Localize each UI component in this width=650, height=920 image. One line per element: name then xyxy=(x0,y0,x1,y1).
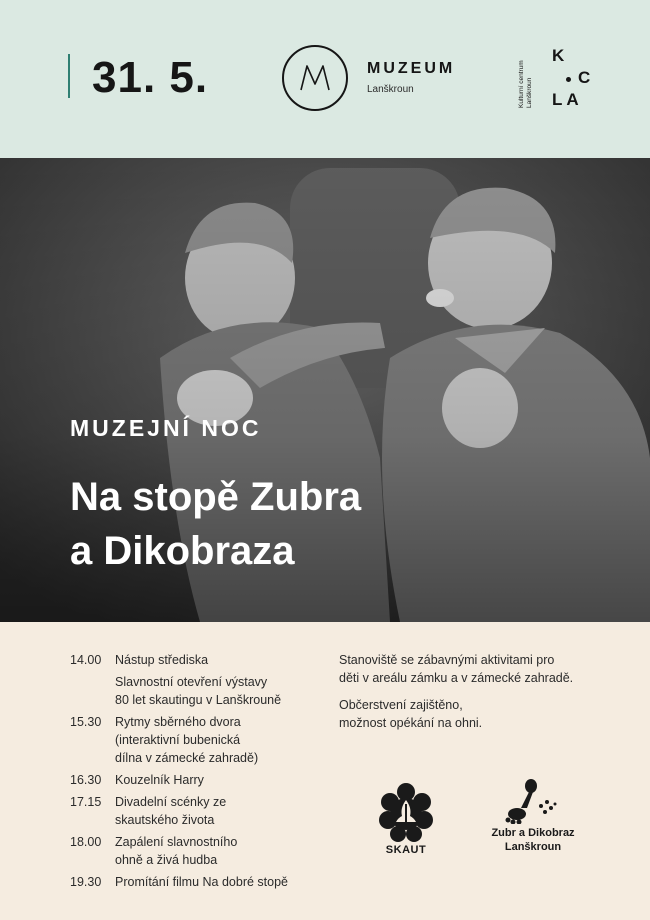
schedule-desc-line: dílna v zámecké zahradě) xyxy=(115,751,259,765)
kcla-side-text xyxy=(518,38,534,108)
schedule-time: 18.00 xyxy=(70,835,102,849)
schedule-desc xyxy=(115,873,320,891)
info-line: Občerstvení zajištěno, xyxy=(339,698,463,712)
event-title xyxy=(70,470,590,578)
info-line: možnost opékání na ohni. xyxy=(339,716,483,730)
zubr-dikobraz-label xyxy=(472,826,594,854)
event-title-line: Na stopě Zubra xyxy=(70,475,362,519)
kcla-letter-k: K xyxy=(552,46,565,65)
muzeum-logo-icon xyxy=(281,44,349,112)
event-title-line: a Dikobraza xyxy=(70,529,295,573)
schedule-desc-line: Kouzelník Harry xyxy=(115,773,204,787)
header-band xyxy=(0,0,650,158)
schedule-time: 16.30 xyxy=(70,773,102,787)
schedule-desc xyxy=(115,713,320,767)
zubr-label-line: Zubr a Dikobraz xyxy=(491,827,575,839)
muzeum-name: MUZEUM xyxy=(367,60,456,77)
schedule-time xyxy=(70,673,115,709)
schedule-row xyxy=(70,833,320,869)
schedule-desc-line: Divadelní scénky ze xyxy=(115,795,227,809)
kcla-side-line: Kulturní centrum xyxy=(518,60,525,108)
schedule-desc-line: Zapálení slavnostního xyxy=(115,835,238,849)
event-kicker: MUZEJNÍ NOC xyxy=(70,415,262,441)
schedule-desc xyxy=(115,673,320,709)
schedule-desc xyxy=(115,651,320,669)
event-info xyxy=(339,651,609,741)
schedule-time: 14.00 xyxy=(70,653,102,667)
schedule-desc xyxy=(115,793,320,829)
schedule-row xyxy=(70,673,320,709)
schedule-time: 15.30 xyxy=(70,715,102,729)
kcla-letter-la: LA xyxy=(552,90,583,109)
skaut-label: SKAUT xyxy=(385,844,427,856)
kcla-dot-icon xyxy=(566,77,571,82)
schedule-desc xyxy=(115,771,320,789)
date-accent-bar xyxy=(68,54,70,98)
schedule-desc-line: Slavnostní otevření výstavy xyxy=(115,675,268,689)
schedule-list xyxy=(70,651,320,895)
schedule-row xyxy=(70,793,320,829)
schedule-desc-line: skautského života xyxy=(115,813,215,827)
schedule-row xyxy=(70,873,320,891)
schedule-row xyxy=(70,651,320,669)
info-line: Stanoviště se zábavnými aktivitami pro xyxy=(339,653,555,667)
schedule-row xyxy=(70,713,320,767)
zubr-dikobraz-icon xyxy=(505,778,561,824)
schedule-time: 19.30 xyxy=(70,875,102,889)
schedule-desc-line: 80 let skautingu v Lanškrouně xyxy=(115,693,282,707)
schedule-desc-line: Nástup střediska xyxy=(115,653,209,667)
event-date: 31. 5. xyxy=(92,53,209,102)
schedule-row xyxy=(70,771,320,789)
schedule-desc-line: Rytmy sběrného dvora xyxy=(115,715,241,729)
zubr-label-line: Lanškroun xyxy=(504,841,562,853)
kcla-letter-c: C xyxy=(578,68,591,87)
schedule-time: 17.15 xyxy=(70,795,102,809)
schedule-desc xyxy=(115,833,320,869)
skaut-lily-icon xyxy=(378,782,434,842)
kcla-side-line: Lanškroun xyxy=(526,77,533,108)
muzeum-town: Lanškroun xyxy=(367,84,414,95)
info-paragraph xyxy=(339,696,609,732)
info-paragraph xyxy=(339,651,609,687)
schedule-desc-line: ohně a živá hudba xyxy=(115,853,218,867)
info-line: děti v areálu zámku a v zámecké zahradě. xyxy=(339,671,574,685)
schedule-desc-line: Promítání filmu Na dobré stopě xyxy=(115,875,288,889)
schedule-desc-line: (interaktivní bubenická xyxy=(115,733,241,747)
